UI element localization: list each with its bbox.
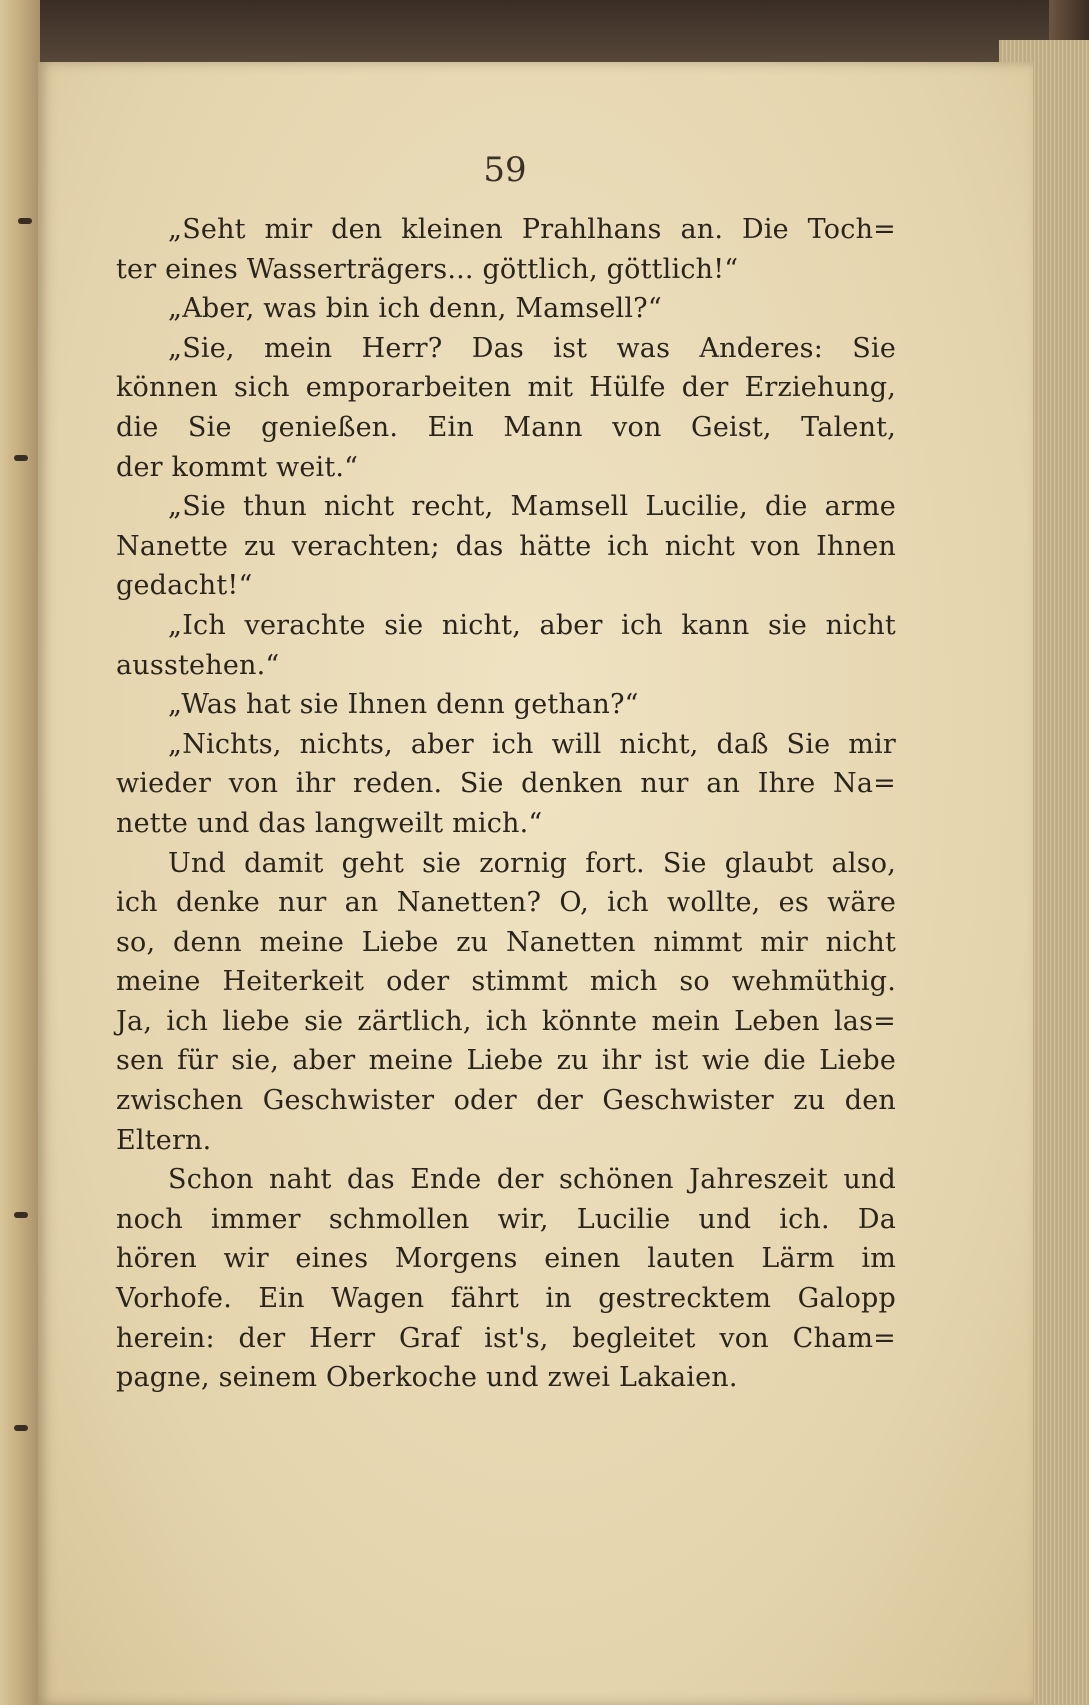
margin-mark xyxy=(14,1425,28,1431)
text-line: ich denke nur an Nanetten? O, ich wollte, es wäre xyxy=(116,887,896,919)
text-line: Ja, ich liebe sie zärtlich, ich könnte mein Leben las= xyxy=(116,1005,896,1037)
text-line: „Sie, mein Herr? Das ist was Anderes: Sie xyxy=(168,332,896,364)
text-line: können sich emporarbeiten mit Hülfe der Erziehung, xyxy=(116,372,896,404)
text-line: „Was hat sie Ihnen denn gethan?“ xyxy=(168,689,639,721)
text-line: „Sie thun nicht recht, Mamsell Lucilie, die arme xyxy=(168,491,896,523)
text-line: die Sie genießen. Ein Mann von Geist, Talent, xyxy=(116,411,896,443)
text-line: herein: der Herr Graf ist's, begleitet von Cham= xyxy=(116,1322,896,1354)
text-line: gedacht!“ xyxy=(116,570,253,602)
margin-mark xyxy=(14,455,28,461)
book-cover-top xyxy=(30,0,1089,70)
text-line: noch immer schmollen wir, Lucilie und ich. Da xyxy=(116,1203,896,1235)
text-line: hören wir eines Morgens einen lauten Lärm im xyxy=(116,1243,896,1275)
text-line: Schon naht das Ende der schönen Jahreszeit und xyxy=(168,1164,896,1196)
text-line: Eltern. xyxy=(116,1124,212,1156)
text-line: „Nichts, nichts, aber ich will nicht, daß Sie mir xyxy=(168,728,896,760)
text-line: zwischen Geschwister oder der Geschwister zu den xyxy=(116,1085,896,1117)
text-line: ausstehen.“ xyxy=(116,649,280,681)
text-line: ter eines Wasserträgers... göttlich, göttlich!“ xyxy=(116,253,739,285)
text-line: wieder von ihr reden. Sie denken nur an Ihre Na= xyxy=(116,768,896,800)
text-line: sen für sie, aber meine Liebe zu ihr ist wie die Liebe xyxy=(116,1045,896,1077)
text-line: so, denn meine Liebe zu Nanetten nimmt mir nicht xyxy=(116,926,896,958)
text-line: Und damit geht sie zornig fort. Sie glaubt also, xyxy=(168,847,896,879)
text-line: meine Heiterkeit oder stimmt mich so wehmüthig. xyxy=(116,966,896,998)
text-line: „Seht mir den kleinen Prahlhans an. Die Toch= xyxy=(168,214,896,245)
body-text xyxy=(116,210,896,1398)
margin-mark xyxy=(18,218,32,224)
text-line: „Ich verachte sie nicht, aber ich kann sie nicht xyxy=(168,609,896,641)
text-line: nette und das langweilt mich.“ xyxy=(116,807,543,839)
text-line: Nanette zu verachten; das hätte ich nicht von Ihnen xyxy=(116,530,896,562)
facing-page-edge xyxy=(0,0,40,1705)
page-number: 59 xyxy=(483,150,527,190)
text-line: der kommt weit.“ xyxy=(116,451,359,483)
text-line: Vorhofe. Ein Wagen fährt in gestrecktem Galopp xyxy=(116,1283,896,1315)
margin-mark xyxy=(14,1212,28,1218)
text-line: pagne, seinem Oberkoche und zwei Lakaien. xyxy=(116,1362,738,1394)
text-line: „Aber, was bin ich denn, Mamsell?“ xyxy=(168,293,662,325)
